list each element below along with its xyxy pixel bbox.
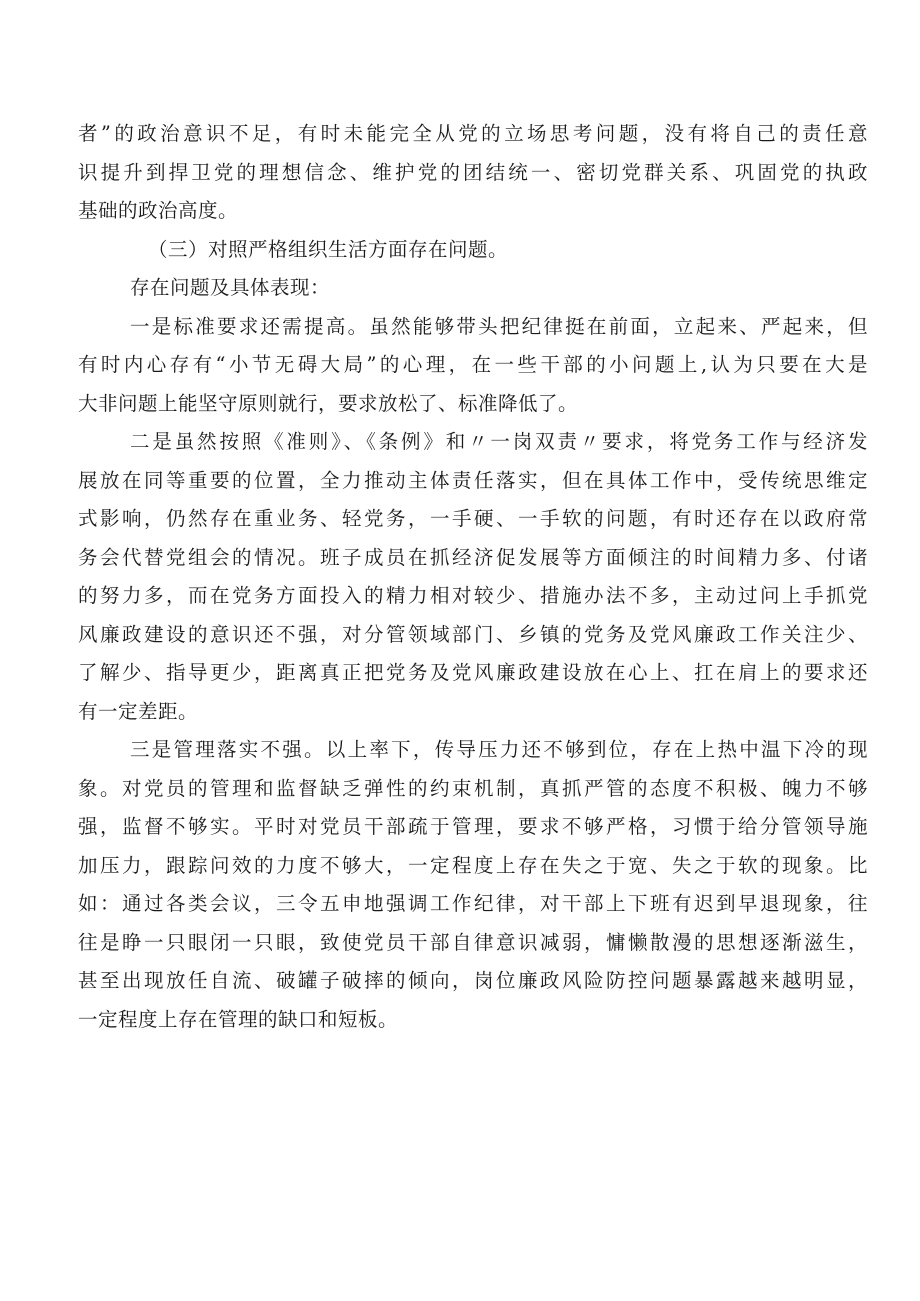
paragraph-first-line: 三是管理落实不强。以上率下，传导压力还不够到位，存在上热中温下冷的现 <box>130 738 868 761</box>
body-text-line: 一定程度上存在管理的缺口和短板。 <box>78 1007 399 1031</box>
body-text-line: 展放在同等重要的位置，全力推动主体责任落实，但在具体工作中，受传统思维定 <box>78 468 868 492</box>
body-text-line: 强，监督不够实。平时对党员干部疏于管理，要求不够严格，习惯于给分管领导施 <box>78 815 868 838</box>
body-text-line: 加压力，跟踪问效的力度不够大，一定程度上存在失之于宽、失之于软的现象。比 <box>78 853 868 877</box>
body-text-line: 有一定差距。 <box>78 699 199 723</box>
body-text-line: 识提升到捍卫党的理想信念、维护党的团结统一、密切党群关系、巩固党的执政 <box>78 160 868 184</box>
body-text-line: 了解少、指导更少，距离真正把党务及党风廉政建设放在心上、扛在肩上的要求还 <box>78 661 868 684</box>
body-text-line: 往是睁一只眼闭一只眼，致使党员干部自律意识减弱，慵懒散漫的思想逐渐滋生， <box>78 930 868 954</box>
subheading: 存在问题及具体表现： <box>130 276 331 299</box>
document-body <box>78 115 868 1039</box>
body-text-line: 务会代替党组会的情况。班子成员在抓经济促发展等方面倾注的时间精力多、付诸 <box>78 545 868 569</box>
body-text-line: 风廉政建设的意识还不强，对分管领域部门、乡镇的党务及党风廉政工作关注少、 <box>78 622 868 646</box>
body-text-line: 甚至出现放任自流、破罐子破摔的倾向，岗位廉政风险防控问题暴露越来越明显， <box>78 969 868 992</box>
body-text-line: 象。对党员的管理和监督缺乏弹性的约束机制，真抓严管的态度不积极、魄力不够 <box>78 776 868 800</box>
body-text-line: 大非问题上能坚守原则就行，要求放松了、标准降低了。 <box>78 391 579 415</box>
body-text-line: 有时内心存有“小节无碍大局”的心理，在一些干部的小问题上,认为只要在大是 <box>78 353 868 376</box>
body-text-line: 的努力多，而在党务方面投入的精力相对较少、措施办法不多，主动过问上手抓党 <box>78 584 868 607</box>
body-text-line: 如：通过各类会议，三令五申地强调工作纪律，对干部上下班有迟到早退现象，往 <box>78 892 868 915</box>
body-text-line: 式影响，仍然存在重业务、轻党务，一手硬、一手软的问题，有时还存在以政府常 <box>78 507 868 530</box>
body-text-line: 者”的政治意识不足，有时未能完全从党的立场思考问题，没有将自己的责任意 <box>78 122 868 145</box>
section-heading: （三）对照严格组织生活方面存在问题。 <box>148 237 509 261</box>
paragraph-first-line: 二是虽然按照《准则》、《条例》和〃一岗双责〃要求，将党务工作与经济发 <box>130 430 868 453</box>
paragraph-first-line: 一是标准要求还需提高。虽然能够带头把纪律挺在前面，立起来、严起来，但 <box>130 314 868 338</box>
body-text-line: 基础的政治高度。 <box>78 199 239 222</box>
